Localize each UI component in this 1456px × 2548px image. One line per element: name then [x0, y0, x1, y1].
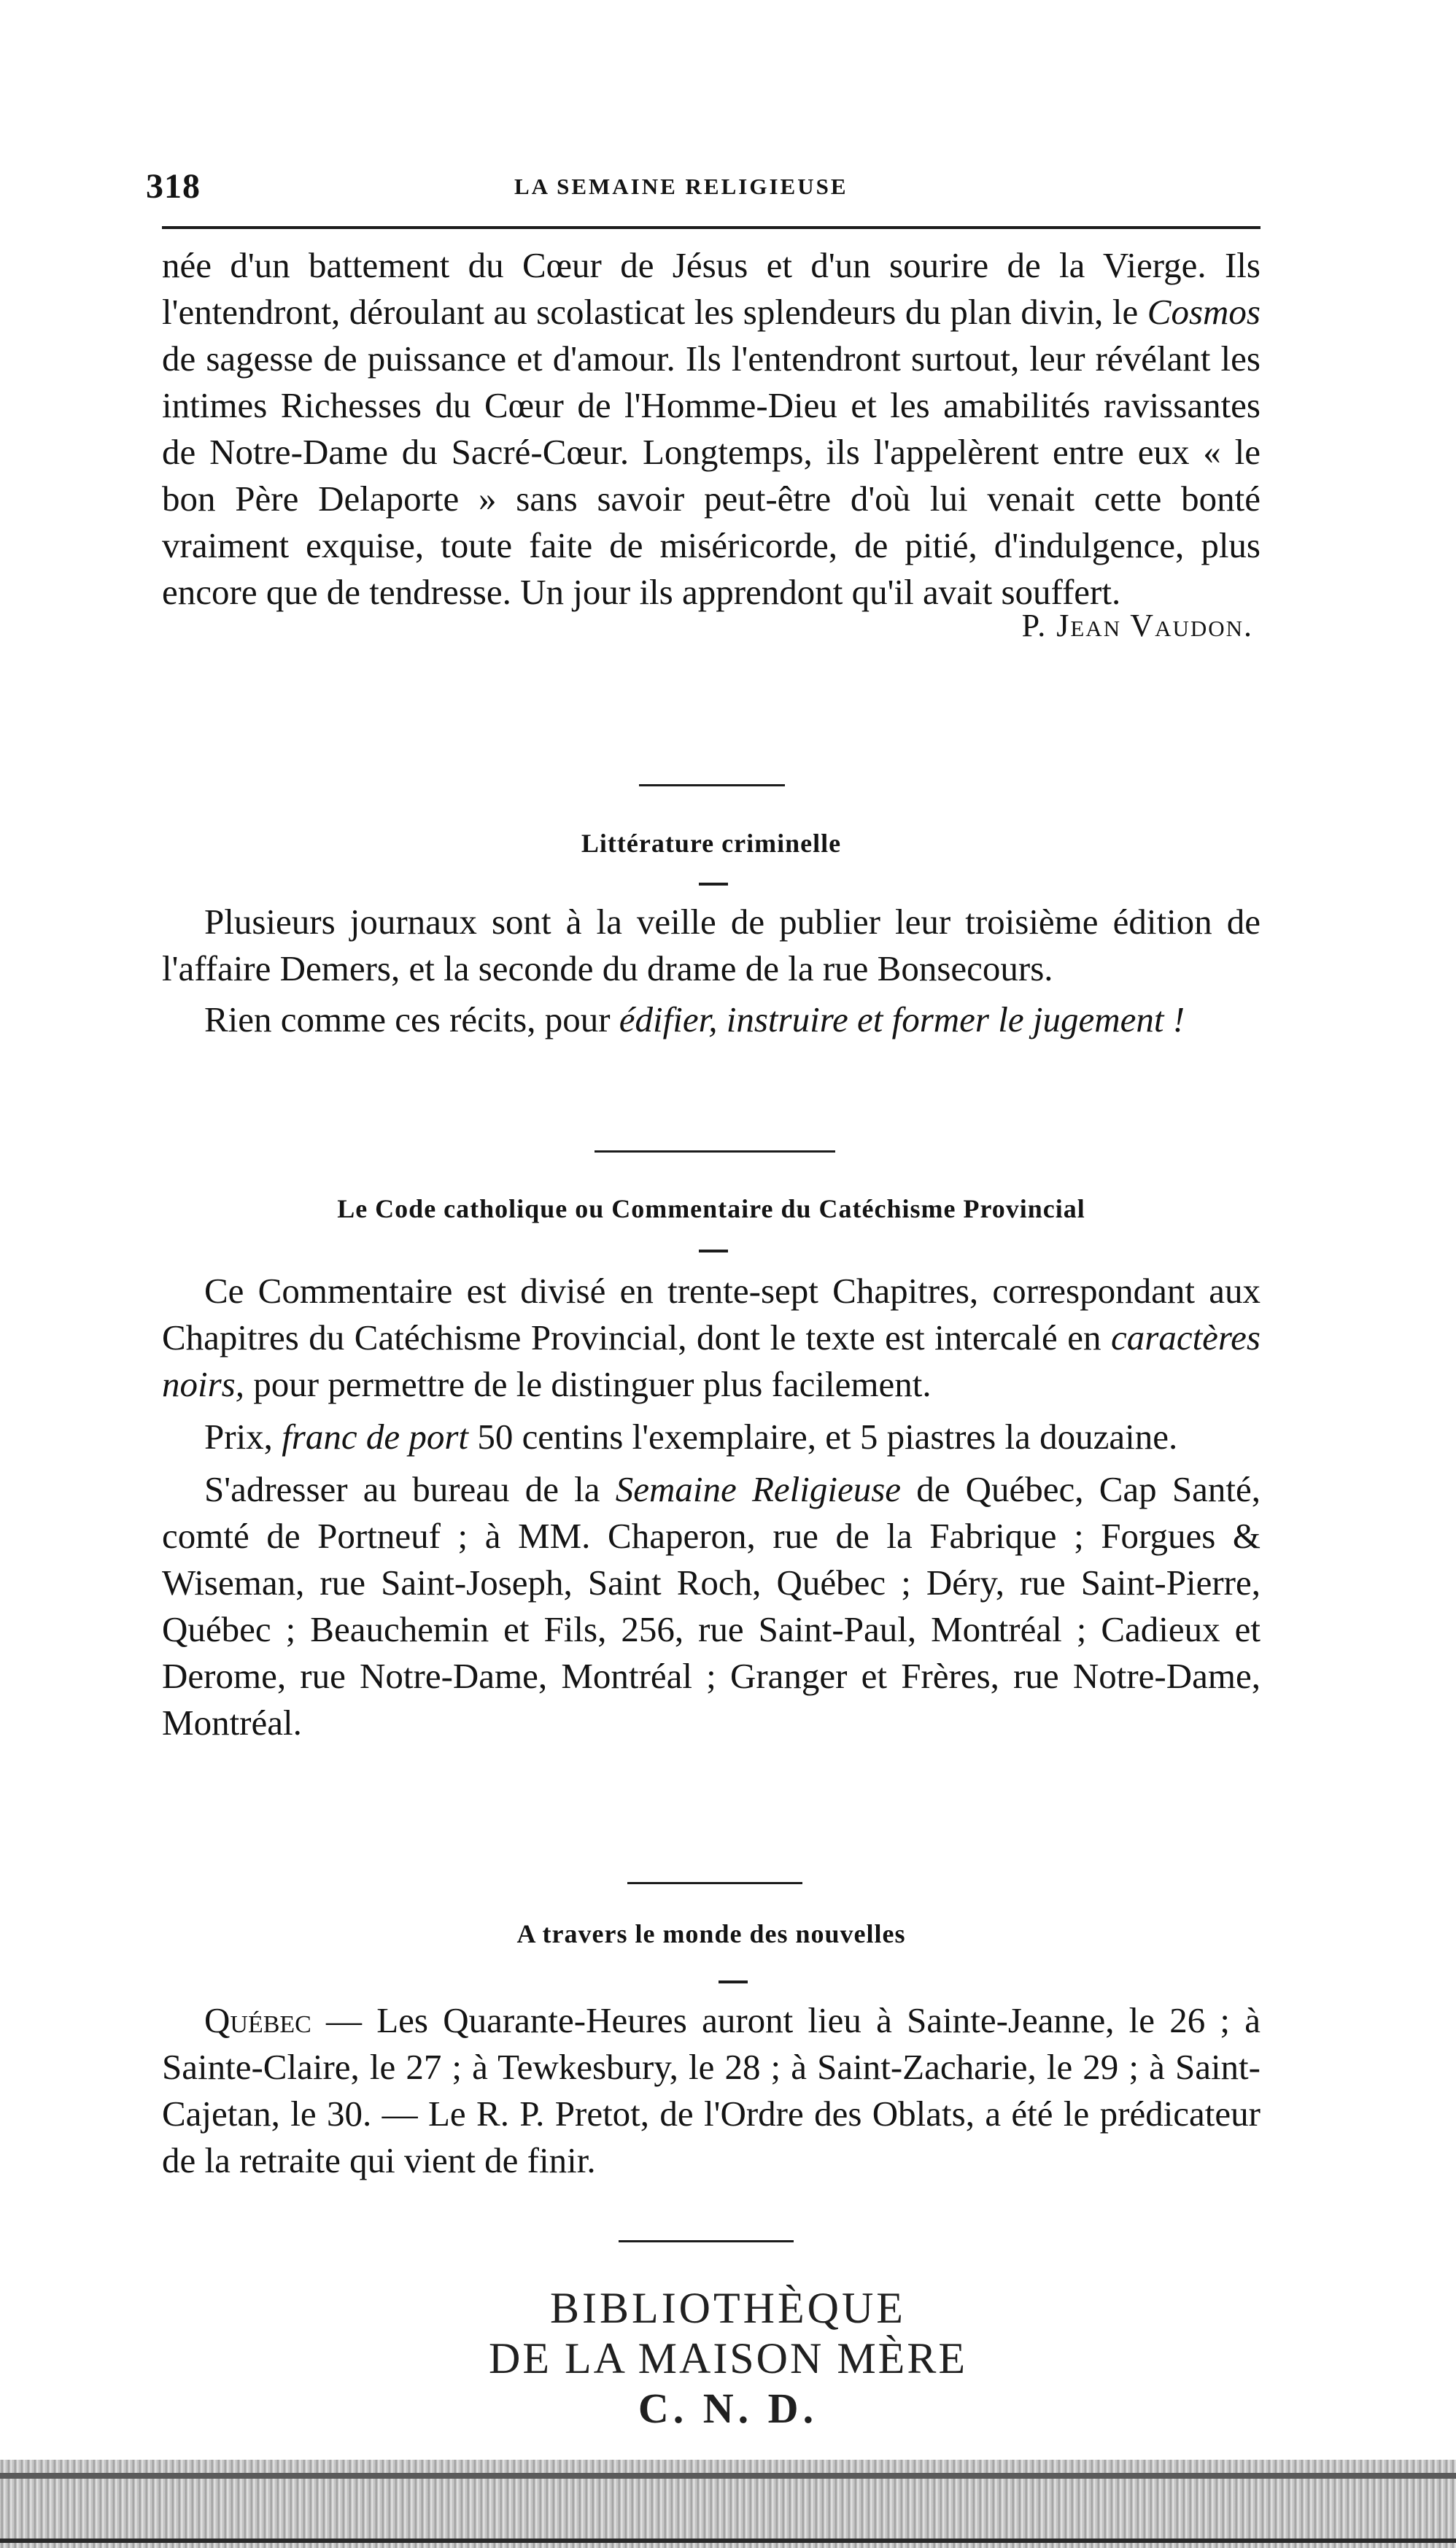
page-number: 318	[146, 167, 201, 206]
section-title-code: Le Code catholique ou Commentaire du Catéchisme Provincial	[337, 1194, 1085, 1223]
stamp-line-1: BIBLIOTHÈQUE	[550, 2284, 906, 2332]
stamp-line-3: C. N. D.	[638, 2385, 818, 2432]
section-litterature	[162, 899, 1261, 1043]
italic-phrase: franc de port	[282, 1417, 469, 1457]
running-title: LA SEMAINE RELIGIEUSE	[514, 174, 848, 199]
header-rule	[162, 226, 1261, 229]
section-title-nouvelles: A travers le monde des nouvelles	[516, 1919, 906, 1948]
section-divider	[639, 784, 785, 786]
section-title-litterature: Littérature criminelle	[581, 829, 842, 858]
article-end	[162, 242, 1261, 649]
scan-edge-band	[0, 2460, 1456, 2548]
section-nouvelles	[162, 1997, 1261, 2184]
section-code	[162, 1268, 1261, 1746]
section-divider	[619, 2240, 794, 2242]
author-signature: P. Jean Vaudon.	[1021, 608, 1253, 643]
scan-edge-line	[0, 2539, 1456, 2543]
italic-phrase: caractères noirs,	[162, 1317, 1261, 1404]
place-name: Québec	[204, 2000, 311, 2040]
title-dash	[719, 1980, 748, 1983]
article-paragraph: née d'un battement du Cœur de Jésus et d'un sourire de la Vierge. Ils l'entendront, déroulant au scolasticat les splendeurs du plan divin, le Cosmos de sagesse de puissance et d'amour. Ils l'entendront surtout, leur révélant les intimes Richesses du Cœur de l'Homme-Dieu et les amabilités ravissantes de Notre-Dame du Sacré-Cœur. Longtemps, ils l'appelèrent entre eux « le bon Père Delaporte » sans savoir peut-être d'où lui venait cette bonté vraiment exquise, toute faite de miséricorde, de pitié, d'indulgence, plus encore que de tendresse. Un jour ils apprendont qu'il avait souffert.	[162, 245, 1261, 612]
section-divider	[627, 1882, 802, 1884]
italic-phrase: Semaine Religieuse	[615, 1469, 902, 1509]
section-divider	[595, 1150, 835, 1153]
stamp-line-2: DE LA MAISON MÈRE	[488, 2334, 967, 2382]
paragraph: Québec — Les Quarante-Heures auront lieu à Sainte-Jeanne, le 26 ; à Sainte-Claire, le 27 ; à Tewkesbury, le 28 ; à Saint-Zacharie, le 29 ; à Saint-Cajetan, le 30. — Le R. P. Pretot, de l'Ordre des Oblats, a été le prédicateur de la retraite qui vient de finir.	[162, 2000, 1261, 2180]
italic-term: Cosmos	[1147, 292, 1261, 332]
title-dash	[699, 1250, 728, 1252]
page-header	[146, 166, 1262, 217]
paragraph: Ce Commentaire est divisé en trente-sept Chapitres, correspondant aux Chapitres du Catéchisme Provincial, dont le texte est intercalé en caractères noirs, pour permettre de le distinguer plus facilement.	[162, 1271, 1261, 1404]
library-stamp	[0, 2283, 1456, 2433]
italic-phrase: édifier, instruire et former le jugement !	[619, 999, 1185, 1039]
paragraph: Rien comme ces récits, pour édifier, instruire et former le jugement !	[204, 999, 1185, 1039]
title-dash	[699, 883, 728, 886]
paragraph: Plusieurs journaux sont à la veille de publier leur troisième édition de l'affaire Demers, et la seconde du drame de la rue Bonsecours.	[162, 902, 1261, 988]
paragraph: S'adresser au bureau de la Semaine Religieuse de Québec, Cap Santé, comté de Portneuf ; à MM. Chaperon, rue de la Fabrique ; Forgues & Wiseman, rue Saint-Joseph, Saint Roch, Québec ; Déry, rue Saint-Pierre, Québec ; Beauchemin et Fils, 256, rue Saint-Paul, Montréal ; Cadieux et Derome, rue Notre-Dame, Montréal ; Granger et Frères, rue Notre-Dame, Montréal.	[162, 1469, 1261, 1743]
paragraph: Prix, franc de port 50 centins l'exemplaire, et 5 piastres la douzaine.	[204, 1417, 1178, 1457]
